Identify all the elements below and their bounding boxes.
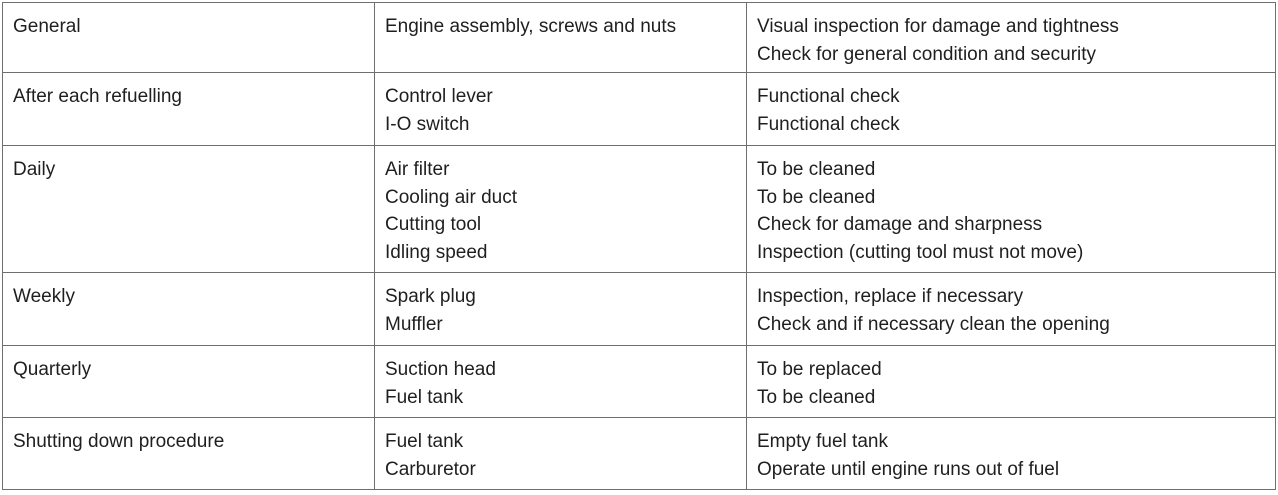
- component-item: I-O switch: [385, 113, 470, 135]
- maintenance-table: [2, 2, 1276, 490]
- interval-label: Shutting down procedure: [13, 431, 225, 452]
- component-cell: [375, 273, 747, 346]
- action-item: Functional check: [757, 113, 900, 135]
- action-item: Inspection, replace if necessary: [757, 286, 1024, 307]
- table-row: [3, 418, 1276, 490]
- component-item: Suction head: [385, 359, 496, 380]
- component-item: Cutting tool: [385, 214, 482, 235]
- interval-cell: [3, 146, 375, 273]
- interval-label: Weekly: [13, 286, 75, 307]
- action-cell: [747, 346, 1276, 418]
- component-cell: [375, 346, 747, 418]
- interval-label: General: [13, 16, 81, 37]
- component-cell: [375, 73, 747, 146]
- interval-cell: [3, 73, 375, 146]
- interval-cell: [3, 273, 375, 346]
- component-item: Fuel tank: [385, 386, 464, 408]
- component-item: Fuel tank: [385, 431, 464, 452]
- action-item: Operate until engine runs out of fuel: [757, 458, 1060, 480]
- table-row: [3, 73, 1276, 146]
- table-row: [3, 3, 1276, 73]
- action-item: To be cleaned: [757, 386, 876, 408]
- action-item: To be cleaned: [757, 159, 876, 180]
- action-cell: [747, 273, 1276, 346]
- component-item: Control lever: [385, 86, 493, 107]
- interval-cell: [3, 418, 375, 490]
- action-item: Empty fuel tank: [757, 431, 888, 452]
- interval-label: Quarterly: [13, 359, 92, 380]
- component-item: Spark plug: [385, 286, 476, 307]
- action-item: Check for general condition and security: [757, 43, 1097, 65]
- action-cell: [747, 146, 1276, 273]
- component-cell: [375, 146, 747, 273]
- action-item: Check for damage and sharpness: [757, 214, 1043, 235]
- table-row: [3, 346, 1276, 418]
- action-item: Functional check: [757, 86, 900, 107]
- action-cell: [747, 3, 1276, 73]
- action-cell: [747, 73, 1276, 146]
- interval-cell: [3, 346, 375, 418]
- interval-label: After each refuelling: [13, 86, 182, 107]
- component-item: Cooling air duct: [385, 186, 518, 208]
- table-row: [3, 146, 1276, 273]
- interval-cell: [3, 3, 375, 73]
- table-row: [3, 273, 1276, 346]
- component-cell: [375, 3, 747, 73]
- component-item: Engine assembly, screws and nuts: [385, 16, 677, 37]
- action-item: Inspection (cutting tool must not move): [757, 241, 1084, 263]
- component-item: Idling speed: [385, 241, 488, 263]
- action-item: Visual inspection for damage and tightness: [757, 16, 1119, 37]
- action-item: To be cleaned: [757, 186, 876, 208]
- component-item: Air filter: [385, 159, 450, 180]
- action-item: To be replaced: [757, 359, 882, 380]
- component-item: Muffler: [385, 313, 443, 335]
- component-cell: [375, 418, 747, 490]
- action-item: Check and if necessary clean the opening: [757, 313, 1110, 335]
- interval-label: Daily: [13, 159, 56, 180]
- component-item: Carburetor: [385, 458, 476, 480]
- action-cell: [747, 418, 1276, 490]
